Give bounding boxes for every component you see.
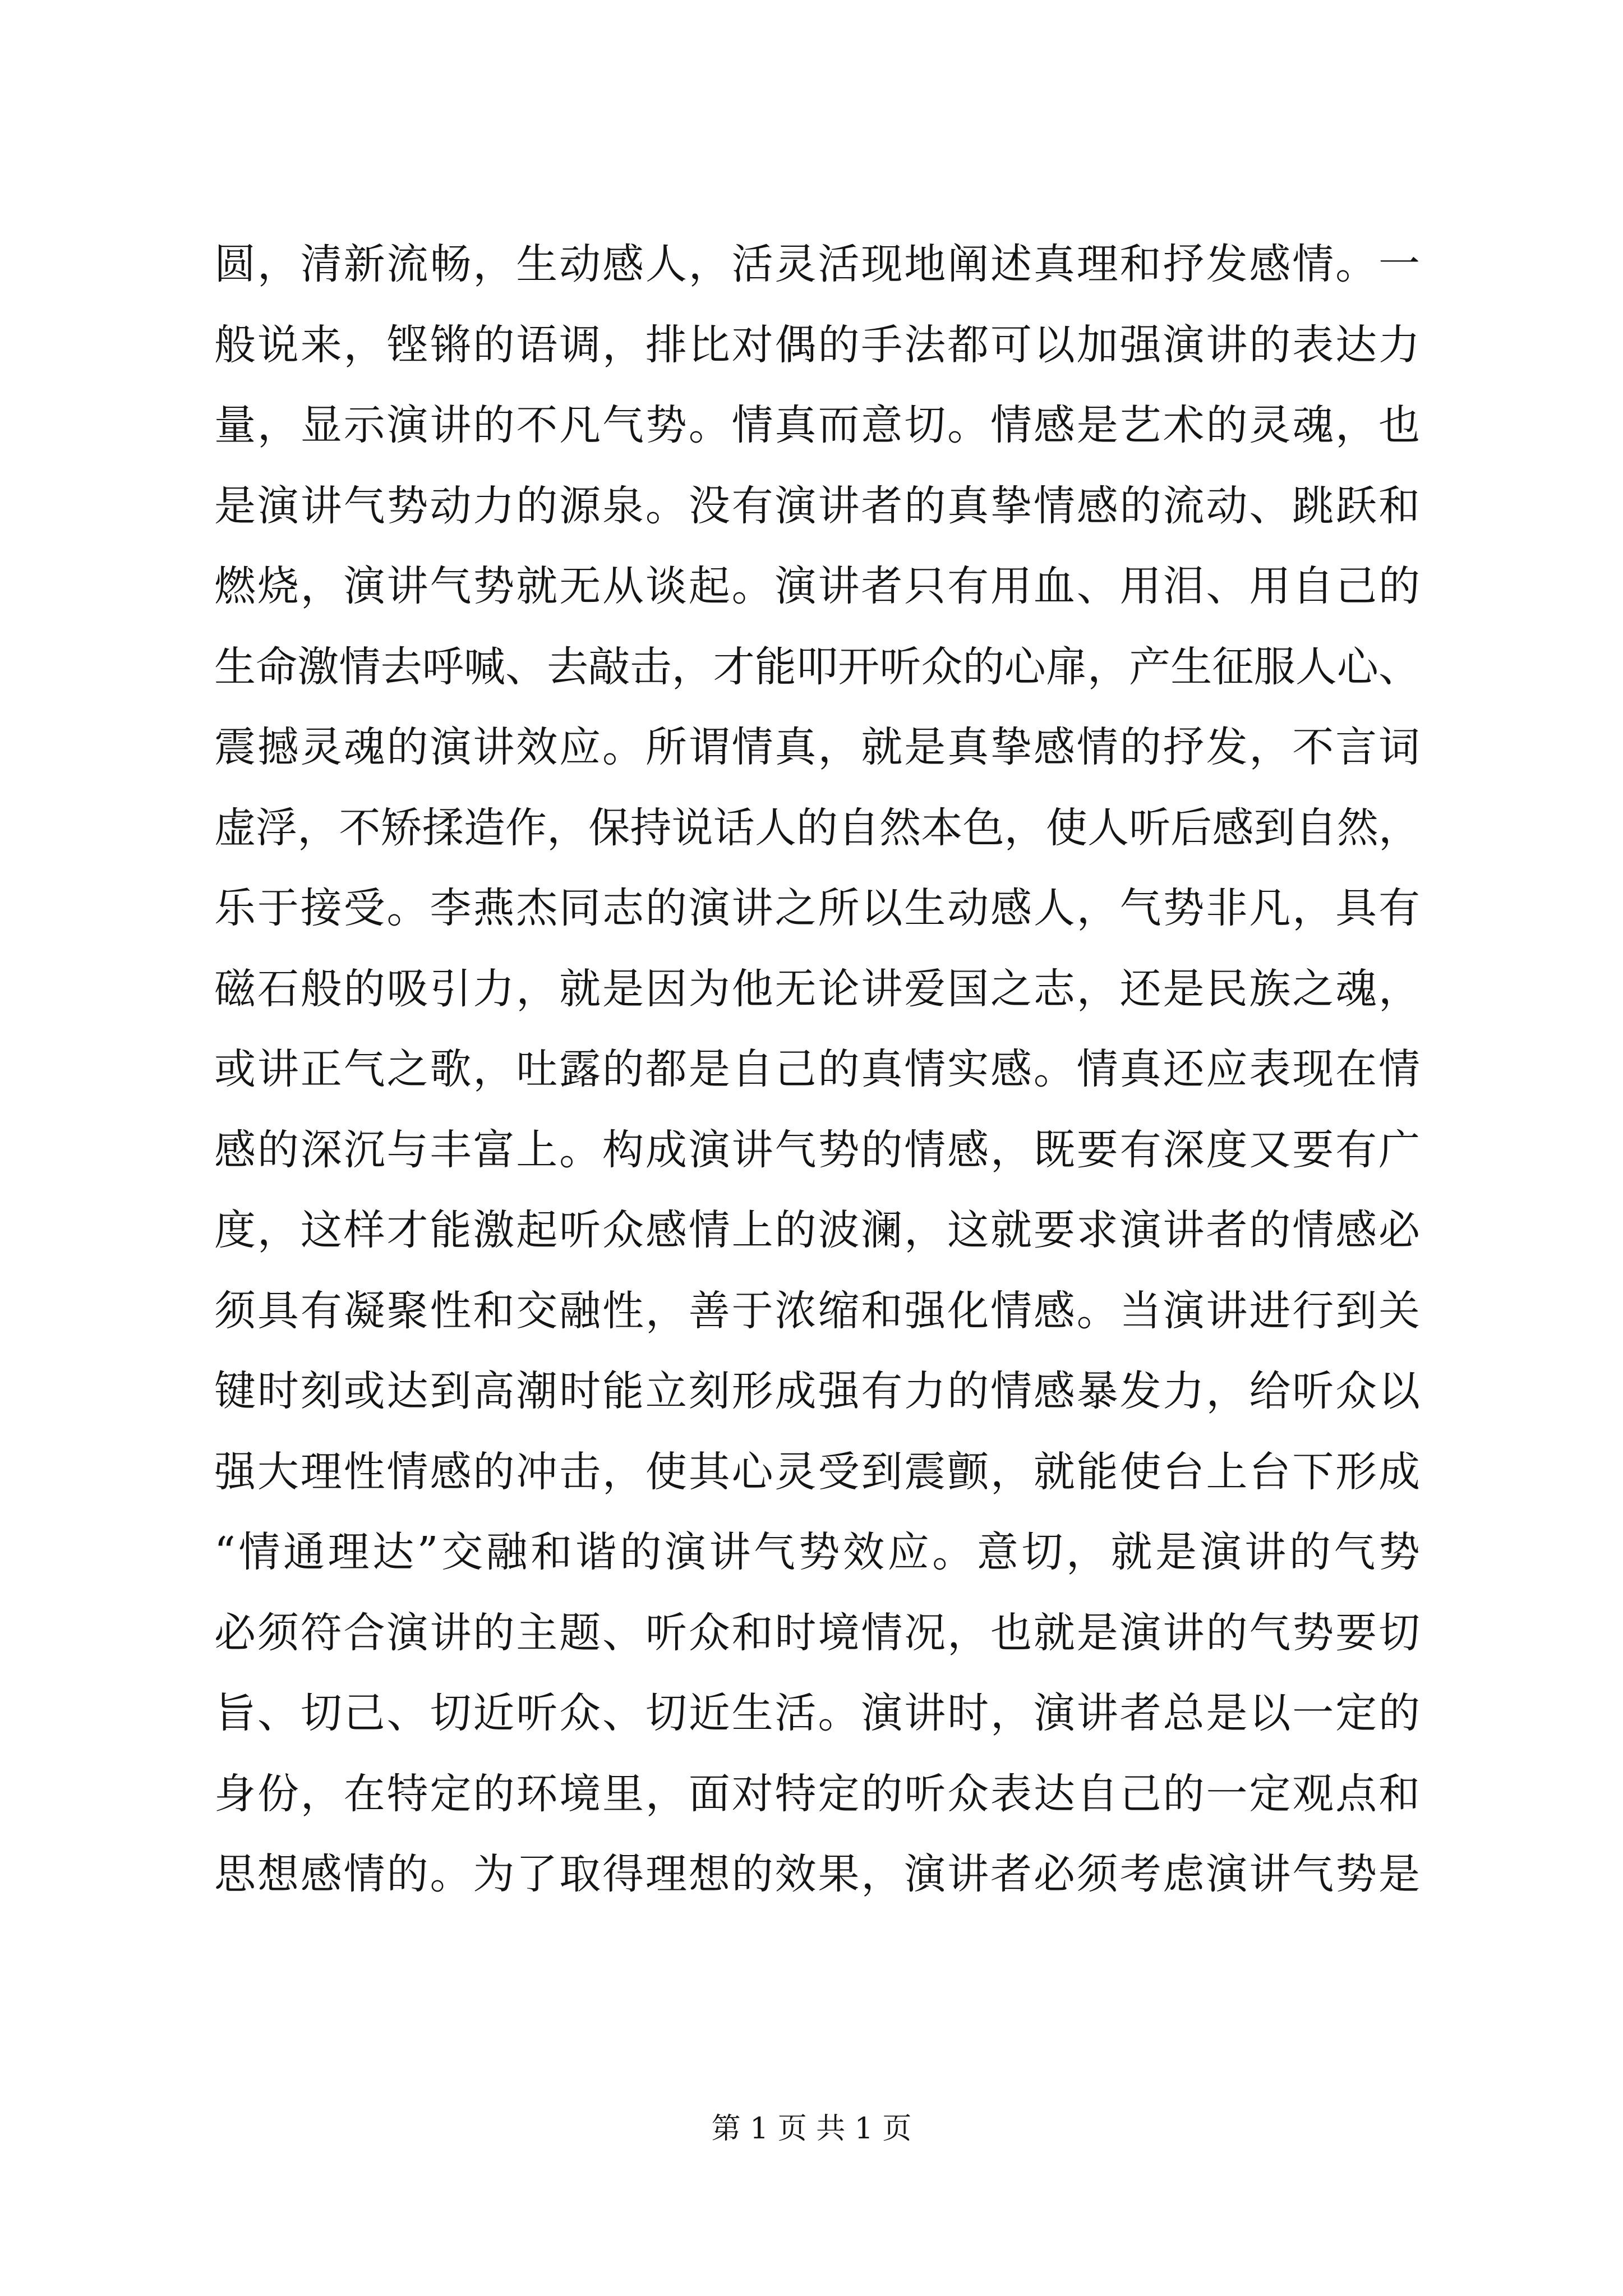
text-line: 虚浮，不矫揉造作，保持说话人的自然本色，使人听后感到自然， bbox=[214, 803, 1420, 852]
text-line: 是演讲气势动力的源泉。没有演讲者的真挚情感的流动、跳跃和 bbox=[214, 481, 1420, 530]
text-line: 须具有凝聚性和交融性，善于浓缩和强化情感。当演讲进行到关 bbox=[214, 1286, 1420, 1335]
text-line: 键时刻或达到高潮时能立刻形成强有力的情感暴发力，给听众以 bbox=[214, 1367, 1420, 1415]
text-line: 震撼灵魂的演讲效应。所谓情真，就是真挚感情的抒发，不言词 bbox=[214, 723, 1420, 771]
body-text bbox=[214, 224, 1420, 1915]
text-line: 思想感情的。为了取得理想的效果，演讲者必须考虑演讲气势是 bbox=[214, 1850, 1420, 1898]
text-line: 度，这样才能激起听众感情上的波澜，这就要求演讲者的情感必 bbox=[214, 1206, 1420, 1254]
page-footer bbox=[0, 2109, 1623, 2148]
text-line: 量，显示演讲的不凡气势。情真而意切。情感是艺术的灵魂，也 bbox=[214, 401, 1420, 449]
text-line: “情通理达”交融和谐的演讲气势效应。意切，就是演讲的气势 bbox=[214, 1528, 1420, 1576]
text-line: 生命激情去呼喊、去敲击，才能叩开听众的心扉，产生征服人心、 bbox=[214, 642, 1420, 691]
text-line: 感的深沉与丰富上。构成演讲气势的情感，既要有深度又要有广 bbox=[214, 1125, 1420, 1174]
text-line: 旨、切己、切近听众、切近生活。演讲时，演讲者总是以一定的 bbox=[214, 1689, 1420, 1737]
text-line: 或讲正气之歌，吐露的都是自己的真情实感。情真还应表现在情 bbox=[214, 1045, 1420, 1093]
text-line: 圆，清新流畅，生动感人，活灵活现地阐述真理和抒发感情。一 bbox=[214, 240, 1420, 288]
text-line: 磁石般的吸引力，就是因为他无论讲爱国之志，还是民族之魂， bbox=[214, 964, 1420, 1013]
text-line: 般说来，铿锵的语调，排比对偶的手法都可以加强演讲的表达力 bbox=[214, 320, 1420, 369]
text-line: 乐于接受。李燕杰同志的演讲之所以生动感人，气势非凡，具有 bbox=[214, 884, 1420, 932]
text-line: 必须符合演讲的主题、听众和时境情况，也就是演讲的气势要切 bbox=[214, 1608, 1420, 1657]
page-number-label: 第 1 页 共 1 页 bbox=[711, 2112, 912, 2146]
text-line: 强大理性情感的冲击，使其心灵受到震颤，就能使台上台下形成 bbox=[214, 1447, 1420, 1496]
text-line: 身份，在特定的环境里，面对特定的听众表达自己的一定观点和 bbox=[214, 1769, 1420, 1818]
text-line: 燃烧，演讲气势就无从谈起。演讲者只有用血、用泪、用自己的 bbox=[214, 562, 1420, 610]
